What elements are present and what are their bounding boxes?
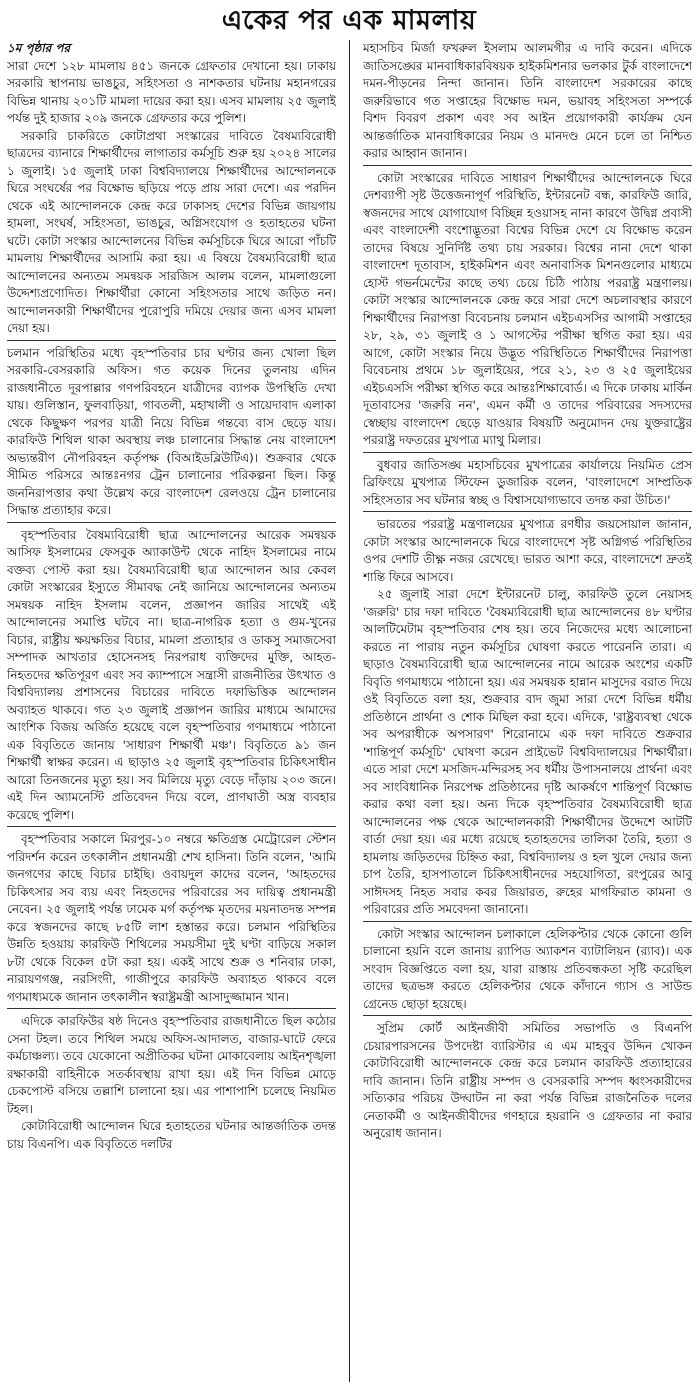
paragraph: কোটাবিরোধী আন্দোলন ঘিরে হতাহতের ঘটনার আন্তর্জাতিক তদন্ত চায় বিএনপি। এক বিবৃতিতে দলটির [7,1119,336,1151]
continued-from-label: ১ম পৃষ্ঠার পর [7,41,71,55]
right-section-4 [363,516,692,922]
right-section-3 [363,457,692,513]
paragraph: মহাসচিব মির্জা ফখরুল ইসলাম আলমগীর এ দাবি করেন। এদিকে জাতিসঙ্ঘের মানবাধিকারবিষয়ক হাইকমিশনার ভলকার টুর্ক বাংলাদেশে দমন-পীড়নের নিন্দা জানান। তিনি বাংলাদেশ সরকারের কাছে জরুরিভাবে গত সপ্তাহের বিক্ষোভ দমন, ভয়াবহ সহিংসতা সম্পর্কে বিশদ বিবরণ প্রকাশ এবং সব আইন প্রয়োগকারী কার্যক্রম যেন আন্তর্জাতিক মানবাধিকারের নিয়ম ও মানদণ্ড মেনে চলে তা নিশ্চিত করার আহ্বান জানান। [363,41,692,160]
left-section-4 [7,831,336,1009]
paragraph: কোটা সংস্কারের দাবিতে সাধারণ শিক্ষার্থীদের আন্দোলনকে ঘিরে দেশব্যাপী সৃষ্ট উত্তেজনাপূর্ণ পরিস্থিতি, ইন্টারনেট বন্ধ, কারফিউ জারি, স্বজনদের সাথে যোগাযোগ বিচ্ছিন্ন হওয়াসহ নানা কারণে উদ্বিগ্ন প্রবাসী এবং বাংলাদেশী বংশোদ্ভূতরা বিশ্বের বিভিন্ন দেশে যে বিক্ষোভ করেন তাদের বিষয়ে সুনির্দিষ্ট তথ্য চায় সরকার। বিশ্বের নানা দেশে থাকা বাংলাদেশ দূতাবাস, হাইকমিশন এবং অনাবাসিক মিশনগুলোর মাধ্যমে হোস্ট গভর্নমেন্টের কাছে তথ্য চেয়ে চিঠি পাঠায় পররাষ্ট্র মন্ত্রণালয়। কোটা সংস্কার আন্দোলনকে কেন্দ্র করে সারা দেশে অচলাবস্থার কারণে শিক্ষার্থীদের নিরাপত্তা বিবেচনায় চলমান এইচএসসির আগামী সপ্তাহের ২৮, ২৯, ৩১ জুলাই ও ১ আগস্টের পরীক্ষা স্থগিত করা হয়। এর আগে, কোটা সংস্কার নিয়ে উদ্ভূত পরিস্থিতিতে শিক্ষার্থীদের নিরাপত্তা বিবেচনায় প্রথমে ১৮ জুলাইয়ের, পরে ২১, ২৩ ও ২৫ জুলাইয়ের এইচএসসি পরীক্ষা স্থগিত করে আন্তঃশিক্ষাবোর্ড। এ দিকে ঢাকায় মার্কিন দূতাবাসের 'জরুরি নন', এমন কর্মী ও তাদের পরিবারের সদস্যদের স্বেচ্ছায় বাংলাদেশ ছেড়ে যাওয়ার বিষয়টি অনুমোদন দেয় যুক্তরাষ্ট্রের পররাষ্ট্র দফতরের মুখপাত্র ম্যাথু মিলার। [363,170,692,447]
paragraph: ভারতের পররাষ্ট্র মন্ত্রণালয়ের মুখপাত্র রণধীর জয়সোয়াল জানান, কোটা সংস্কার আন্দোলনকে ঘিরে বাংলাদেশে সৃষ্ট অগ্নিগর্ভ পরিস্থিতির ওপর দেশটি তীক্ষ্ণ নজর রেখেছে। ভারত আশা করে, বাংলাদেশে দ্রুতই শান্তি ফিরে আসবে। [363,517,692,584]
paragraph: বৃহস্পতিবার সকালে মিরপুর-১০ নম্বরে ক্ষতিগ্রস্ত মেট্রোরেল স্টেশন পরিদর্শন করেন তৎকালীন প্রধানমন্ত্রী শেখ হাসিনা। তিনি বলেন, 'আমি জনগণের কাছে বিচার চাইছি। ওবায়দুল কাদের বলেন, 'আহতদের চিকিৎসার সব ব্যয় এবং নিহতদের পরিবারের সব দায়িত্ব প্রধানমন্ত্রী নেবেন। ২৫ জুলাই পর্যন্ত ঢামেক মর্গ কর্তৃপক্ষ মৃতদের ময়নাতদন্ত সম্পন্ন করে স্বজনদের কাছে ৮৫টি লাশ হস্তান্তর করে। চলমান পরিস্থিতির উন্নতি হওয়ায় কারফিউ শিথিলের সময়সীমা দুই ঘণ্টা বাড়িয়ে সকাল ৮টা থেকে বিকেল ৫টা করা হয়। একই সাথে শুক্র ও শনিবার ঢাকা, নারায়ণগঞ্জ, নরসিংদী, গাজীপুরে কারফিউ অব্যাহত থাকবে বলে গণমাধ্যমকে জানান তৎকালীন স্বরাষ্ট্রমন্ত্রী আসাদুজ্জামান খান। [7,832,336,1004]
left-section-3 [7,527,336,828]
column-divider [349,40,350,1382]
paragraph: চলমান পরিস্থিতির মধ্যে বৃহস্পতিবার চার ঘণ্টার জন্য খোলা ছিল সরকারি-বেসরকারি অফিস। গত কয়েক দিনের তুলনায় এদিন রাজধানীতে দূরপাল্লার গণপরিবহনে যাত্রীদের ব্যাপক উপস্থিতি দেখা যায়। গুলিস্তান, ফুলবাড়িয়া, গাবতলী, মহাখালী ও সায়েদাবাদ এলাকা থেকে কিছুক্ষণ পরপর যাত্রী নিয়ে বিভিন্ন গন্তব্যে বাস ছেড়ে যায়। কারফিউ শিথিল থাকা অবস্থায় লঞ্চ চালানোর সিদ্ধান্ত নেয় বাংলাদেশ অভ্যন্তরীণ নৌপরিবহন কর্তৃপক্ষ (বিআইডব্লিউটিএ)। শুক্রবার থেকে সীমিত পরিসরে আন্তঃনগর ট্রেন চালানোর পরিকল্পনা ছিল। কিন্তু জননিরাপত্তার কথা উল্লেখ করে বাংলাদেশ রেলওয়ে ট্রেন চালানোর সিদ্ধান্ত প্রত্যাহার করে। [7,345,336,517]
right-section-1 [363,40,692,166]
paragraph: সুপ্রিম কোর্ট আইনজীবী সমিতির সভাপতি ও বিএনপি চেয়ারপারসনের উপদেষ্টা ব্যারিস্টার এ এম মাহবুব উদ্দিন খোকন কোটাবিরোধী আন্দোলনকে কেন্দ্র করে চলমান কারফিউ প্রত্যাহারের দাবি জানান। তিনি রাষ্ট্রীয় সম্পদ ও বেসরকারি সম্পদ ধ্বংসকারীদের সত্যিকার পরিচয় উদ্ঘাটন না করা পর্যন্ত বিভিন্ন রাজনৈতিক দলের নেতাকর্মী ও আইনজীবীদের গণহারে হয়রানি ও গ্রেফতার না করার অনুরোধ জানান। [363,1021,692,1140]
left-section-1 [7,58,336,341]
left-column [7,40,336,1385]
headline: একের পর এক মামলায় [221,5,477,36]
paragraph: বৃহস্পতিবার বৈষম্যবিরোধী ছাত্র আন্দোলনের আরেক সমন্বয়ক আসিফ ইসলামের ফেসবুক অ্যাকাউন্ট থেকে নাহিদ ইসলামের নামে বক্তব্য পোস্ট করা হয়। বৈষম্যবিরোধী ছাত্র আন্দোলন আর কেবল কোটা সংস্কারের ইস্যুতে সীমাবদ্ধ নেই জানিয়ে আন্দোলনের অন্যতম সমন্বয়ক নাহিদ ইসলাম বলেন, প্রজ্ঞাপন জারির সাথেই এই আন্দোলনের সমাপ্তি ঘটবে না। ছাত্র-নাগরিক হত্যা ও গুম-খুনের বিচার, রাষ্ট্রীয় ক্ষয়ক্ষতির বিচার, মামলা প্রত্যাহার ও ডাকসু সমাজসেবা সম্পাদক আখতার হোসেনসহ নিরপরাধ ব্যক্তিদের মুক্তি, আহত-নিহতদের ক্ষতিপূরণ এবং সব ক্যাম্পাসে সন্ত্রাসী রাজনীতির উৎখাত ও বিশ্ববিদ্যালয় প্রশাসনের বিচারের দাবিতে দফাভিত্তিক আন্দোলন অব্যাহত থাকবে। গত ২৩ জুলাই প্রজ্ঞাপন জারির মাধ্যমে আমাদের আংশিক বিজয় অর্জিত হয়েছে বলে বৃহস্পতিবার গণমাধ্যমে পাঠানো এক বিবৃতিতে জানায় 'সাধারণ শিক্ষার্থী মঞ্চ'। বিবৃতিতে ৯১ জন শিক্ষার্থী স্বাক্ষর করেন। এ ছাড়াও ২৫ জুলাই বৃহস্পতিবার চিকিৎসাধীন আরো তিনজনের মৃত্যু হয়। সব মিলিয়ে মৃত্যু বেড়ে দাঁড়ায় ২০৩ জনে। এই দিন অ্যামনেস্টি প্রতিবেদন দিয়ে বলে, প্রাণঘাতী অস্ত্র ব্যবহার করেছে পুলিশ। [7,527,336,822]
right-column [363,40,692,1385]
paragraph: সারা দেশে ১২৮ মামলায় ৪৫১ জনকে গ্রেফতার দেখানো হয়। ঢাকায় সরকারি স্থাপনায় ভাঙচুর, সহিংসতা ও নাশকতার ঘটনায় মহানগরের বিভিন্ন থানায় ২০১টি মামলা দায়ের করা হয়। এসব মামলায় ২৫ জুলাই পর্যন্ত দুই হাজার ২০৯ জনকে গ্রেফতার করে পুলিশ। [7,58,336,125]
left-section-2 [7,345,336,523]
paragraph: কোটা সংস্কার আন্দোলন চলাকালে হেলিকপ্টার থেকে কোনো গুলি চালানো হয়নি বলে জানায় র‌্যাপিড অ্যাকশন ব্যাটালিয়ন (র‌্যাব)। এক সংবাদ বিজ্ঞপ্তিতে বলা হয়, যারা রাস্তায় প্রতিবন্ধকতা সৃষ্টি করেছিল তাদের ছত্রভঙ্গ করতে হেলিকপ্টার থেকে কাঁদানে গ্যাস ও সাউন্ড গ্রেনেড ছোড়া হয়েছে। [363,926,692,1011]
left-section-5 [7,1013,336,1155]
paragraph: সরকারি চাকরিতে কোটাপ্রথা সংস্কারের দাবিতে বৈষম্যবিরোধী ছাত্রদের ব্যানারে শিক্ষার্থীদের লাগাতার কর্মসূচি শুরু হয় ২০২৪ সালের ১ জুলাই। ১৫ জুলাই ঢাকা বিশ্ববিদ্যালয়ে শিক্ষার্থীদের আন্দোলনকে ঘিরে সংঘর্ষের পর বিক্ষোভ ছড়িয়ে পড়ে প্রায় সারা দেশে। এর পরদিন থেকে এই আন্দোলনকে কেন্দ্র করে ঢাকাসহ দেশের বিভিন্ন জায়গায় হামলা, সংঘর্ষ, সহিংসতা, ভাঙচুর, অগ্নিসংযোগ ও হতাহতের ঘটনা ঘটে। কোটা সংস্কার আন্দোলনের বিভিন্ন কর্মসূচিকে ঘিরে আরো পাঁচটি মামলায় শিক্ষার্থীদের আসামি করা হয়। এ বিষয়ে বৈষম্যবিরোধী ছাত্র আন্দোলনের অন্যতম সমন্বয়ক সারজিস আলম বলেন, মামলাগুলো উদ্দেশ্যপ্রণোদিত। শিক্ষার্থীরা কোনো সহিংসতার সাথে জড়িত নন। আন্দোলনকারী শিক্ষার্থীদের পুরোপুরি দমিয়ে দেয়ার জন্য এসব মামলা দেয়া হয়। [7,128,336,335]
paragraph: বুধবার জাতিসঙ্ঘ মহাসচিবের মুখপাত্রের কার্যালয়ে নিয়মিত প্রেস ব্রিফিংয়ে মুখপাত্র স্টিফেন ডুজারিক বলেন, 'বাংলাদেশে সাম্প্রতিক সহিংসতার সব ঘটনার স্বচ্ছ ও বিশ্বাসযোগ্যভাবে তদন্ত করা উচিত।' [363,457,692,507]
paragraph: ২৫ জুলাই সারা দেশে ইন্টারনেট চালু, কারফিউ তুলে নেয়াসহ 'জরুরি' চার দফা দাবিতে 'বৈষম্যবিরোধী ছাত্র আন্দোলনের ৪৮ ঘণ্টার আলটিমেটাম বৃহস্পতিবার শেষ হয়। তবে নিজেদের মধ্যে আলোচনা করতে না পারায় নতুন কর্মসূচির ঘোষণা করতে পারেননি তারা। এ ছাড়াও বৈষম্যবিরোধী ছাত্র আন্দোলনের নামে আরেক অংশের একটি বিবৃতি গণমাধ্যমে পাঠানো হয়। এর সমন্বয়ক হান্নান মাসুদের বরাত দিয়ে ওই বিবৃতিতে বলা হয়, শুক্রবার বাদ জুমা সারা দেশে বিভিন্ন ধর্মীয় প্রতিষ্ঠানে প্রার্থনা ও শোক মিছিল করা হবে। এদিকে, 'রাষ্ট্রব্যবস্থা থেকে সব অপরাধীকে অপসারণ' শিরোনামে এক দফা দাবিতে শুক্রবার 'শান্তিপূর্ণ কর্মসূচি' ঘোষণা করেন প্রাইভেট বিশ্ববিদ্যালয়ের শিক্ষার্থীরা। এতে সারা দেশে মসজিদ-মন্দিরসহ সব ধর্মীয় উপাসনালয়ে প্রার্থনা এবং সব সাংবিধানিক নিরপেক্ষ প্রতিষ্ঠানের দৃষ্টি আকর্ষণে শান্তিপূর্ণ বিক্ষোভ করার কথা বলা হয়। অন্য দিকে বৃহস্পতিবার বৈষম্যবিরোধী ছাত্র আন্দোলনের পক্ষ থেকে আন্দোলনকারী শিক্ষার্থীদের উদ্দেশে আটটি বার্তা দেয়া হয়। এর মধ্যে রয়েছে হতাহতদের তালিকা তৈরি, হত্যা ও হামলায় জড়িতদের চিহ্নিত করা, বিশ্ববিদ্যালয় ও হল খুলে দেয়ার জন্য চাপ তৈরি, হাসপাতালে চিকিৎসাধীনদের সহযোগিতা, রংপুরের আবু সাঈদসহ নিহত সবার কবর জিয়ারত, রুহের মাগফিরাত কামনা ও পরিবারের প্রতি সমবেদনা জানানো। [363,587,692,916]
right-section-2 [363,170,692,453]
right-section-6 [363,1020,692,1145]
paragraph: এদিকে কারফিউর ষষ্ঠ দিনেও বৃহস্পতিবার রাজধানীতে ছিল কঠোর সেনা টহল। তবে শিথিল সময়ে অফিস-আদালত, বাজার-ঘাটে ফেরে কর্মচাঞ্চল্য। তবে যেকোনো অপ্রীতিকর ঘটনা মোকাবেলায় আইনশৃঙ্খলা রক্ষাকারী বাহিনীকে সতর্কাবস্থায় রাখা হয়। এই দিন বিভিন্ন মোড়ে চেকপোস্ট বসিয়ে তল্লাশি চালানো হয়। এর পাশাপাশি চলেছে নিয়মিত টহল। [7,1014,336,1116]
right-section-5 [363,926,692,1017]
